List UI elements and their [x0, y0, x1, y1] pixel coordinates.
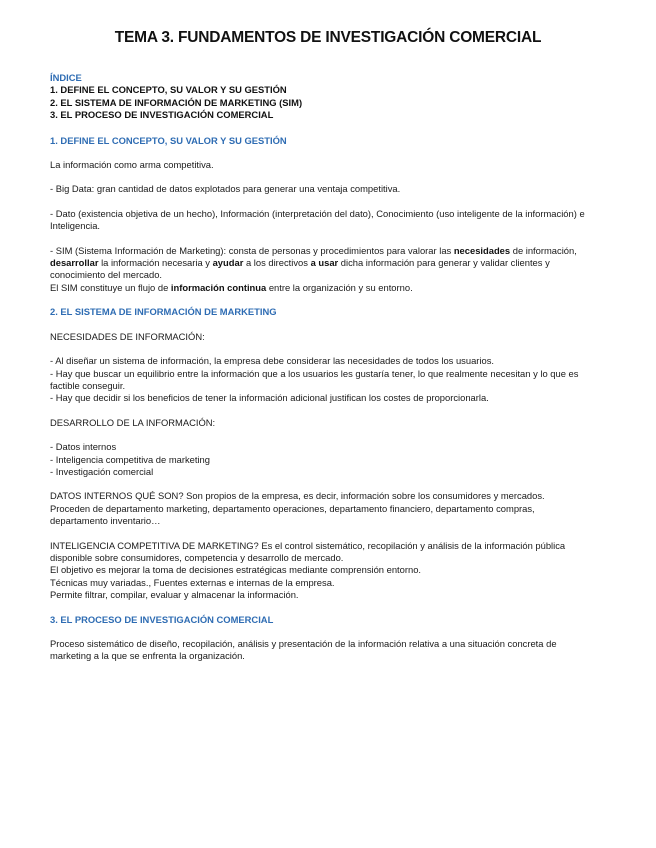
paragraph: El SIM constituye un flujo de información continua entre la organización y su entorno. [50, 281, 413, 293]
list-item: - Hay que buscar un equilibrio entre la información que a los usuarios les gustaría tener, lo que realmente necesitan y lo que es factible conseguir. [50, 367, 579, 391]
paragraph: Proceso sistemático de diseño, recopilación, análisis y presentación de la información relativa a una situación concreta de marketing a la que se enfrenta la organización. [50, 638, 557, 662]
paragraph: Permite filtrar, compilar, evaluar y almacenar la información. [50, 589, 299, 601]
paragraph: Proceden de departamento marketing, departamento operaciones, departamento financiero, departamento compras, departamento inventario… [50, 502, 535, 527]
section-3 [50, 614, 590, 663]
subheading: NECESIDADES DE INFORMACIÓN: [50, 330, 205, 342]
document-title: TEMA 3. FUNDAMENTOS DE INVESTIGACIÓN COMERCIAL [114, 29, 542, 46]
list-item: - Datos internos [50, 441, 117, 453]
paragraph: - Dato (existencia objetiva de un hecho), Información (interpretación del dato), Conocimiento (uso inteligente de la información) e Inteligencia. [50, 207, 585, 232]
paragraph: Técnicas muy variadas., Fuentes externas e internas de la empresa. [50, 576, 335, 588]
document-body [50, 72, 590, 663]
paragraph: El objetivo es mejorar la toma de decisiones estratégicas mediante comprensión entorno. [50, 564, 422, 576]
paragraph: La información como arma competitiva. [50, 159, 214, 171]
index-heading: ÍNDICE [50, 72, 82, 83]
list-item: - Investigación comercial [50, 465, 154, 477]
section-1 [50, 135, 590, 295]
index-block [50, 72, 590, 122]
paragraph: - SIM (Sistema Información de Marketing): consta de personas y procedimientos para valorar las necesidades de información, desarrollar la información necesaria y ayudar a los directivos a usar dicha información para generar y validar clientes y conocimiento del mercado. [50, 244, 577, 281]
section-2-heading: 2. EL SISTEMA DE INFORMACIÓN DE MARKETING [50, 306, 277, 318]
list-item: - Hay que decidir si los beneficios de tener la información adicional justifican los costes de proporcionarla. [50, 392, 489, 404]
section-3-heading: 3. EL PROCESO DE INVESTIGACIÓN COMERCIAL [50, 613, 274, 625]
index-item: 3. EL PROCESO DE INVESTIGACIÓN COMERCIAL [50, 109, 274, 121]
index-item: 2. EL SISTEMA DE INFORMACIÓN DE MARKETING (SIM) [50, 96, 303, 108]
paragraph: INTELIGENCIA COMPETITIVA DE MARKETING? Es el control sistemático, recopilación y análisis de la información pública disponible sobre consumidores, competencia y desarrollo de mercado. [50, 539, 566, 563]
paragraph: DATOS INTERNOS QUÉ SON? Son propios de la empresa, es decir, información sobre los consumidores y mercados. [50, 490, 545, 502]
index-item: 1. DEFINE EL CONCEPTO, SU VALOR Y SU GESTIÓN [50, 84, 287, 96]
section-1-heading: 1. DEFINE EL CONCEPTO, SU VALOR Y SU GESTIÓN [50, 134, 287, 146]
list-item: - Al diseñar un sistema de información, la empresa debe considerar las necesidades de todos los usuarios. [50, 355, 494, 367]
section-2 [50, 306, 590, 601]
subheading: DESARROLLO DE LA INFORMACIÓN: [50, 416, 216, 428]
paragraph: - Big Data: gran cantidad de datos explotados para generar una ventaja competitiva. [50, 183, 401, 195]
list-item: - Inteligencia competitiva de marketing [50, 453, 210, 465]
